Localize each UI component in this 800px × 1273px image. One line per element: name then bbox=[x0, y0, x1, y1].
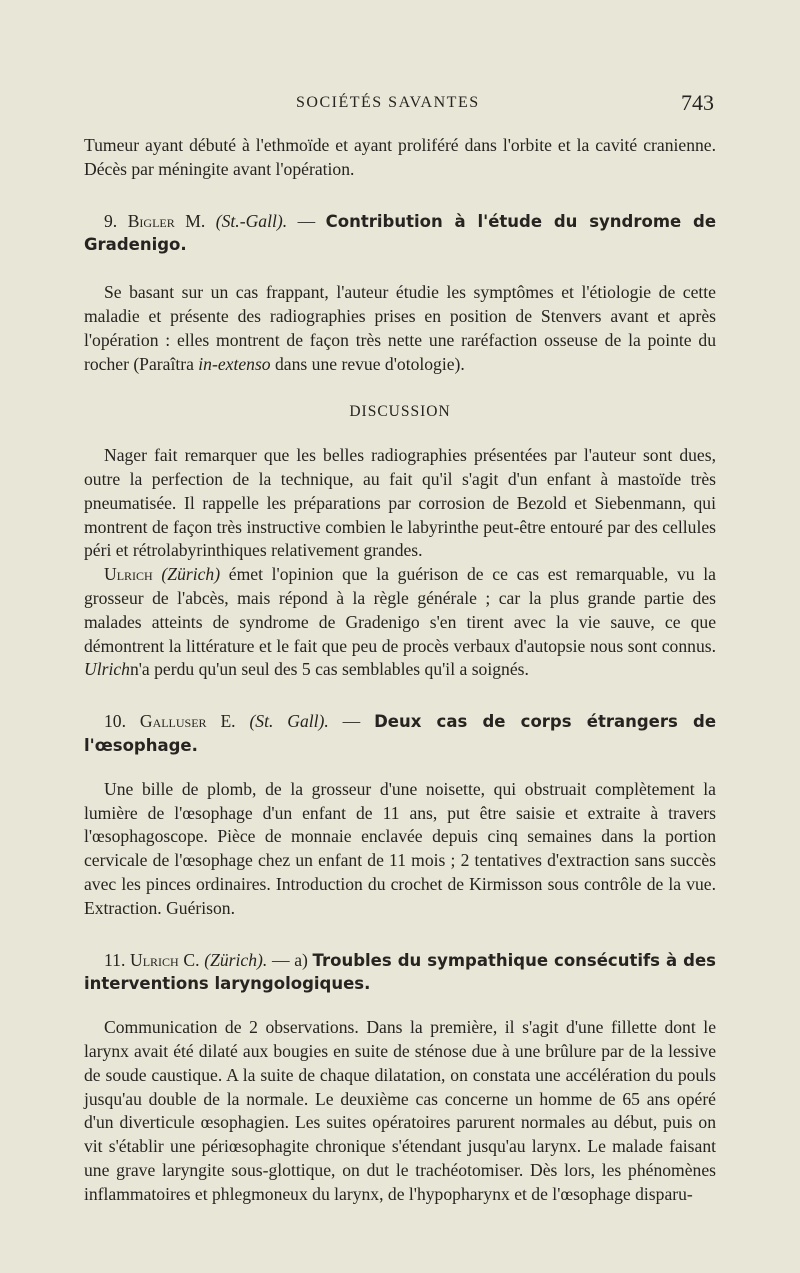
paragraph-ulrich-communication: Communication de 2 observations. Dans la première, il s'agit d'une fillette dont le larynx avait été dilaté aux bougies en suite de sténose due à une brûlure par de la lessive de soude caustique. A la suite de chaque dilatation, on constata une accélération du pouls jusqu'au double de la normale. Le deuxième cas concerne un homme de 65 ans opéré d'un diverticule œsophagien. Les suites opératoires parurent normales au début, puis on vit s'établir une périœsophagite chronique s'étendant jusqu'au larynx. Le malade faisant une grave laryngite sous-glottique, on dut le trachéotomiser. Dès lors, les phénomènes inflammatoires et phlegmoneux du larynx, de l'hypopharynx et de l'œsophage disparu- bbox=[84, 1017, 716, 1204]
page-number: 743 bbox=[681, 90, 714, 115]
entry-number: 11. bbox=[104, 949, 126, 970]
entry-number: 9. bbox=[104, 210, 118, 231]
paragraph-tumeur: Tumeur ayant débuté à l'ethmoïde et ayant proliféré dans l'orbite et la cavité cranienne. Décès par méningite avant l'opération. bbox=[84, 135, 716, 179]
entry-11-heading bbox=[84, 949, 716, 997]
entry-title: Contribution à l'étude du syndrome de Gradenigo. bbox=[84, 211, 717, 255]
author-initial: C. bbox=[183, 949, 200, 970]
running-title: SOCIÉTÉS SAVANTES bbox=[296, 94, 480, 111]
author-place: (St. Gall). bbox=[249, 711, 329, 732]
author-initial: E. bbox=[220, 711, 236, 732]
main-text bbox=[84, 134, 716, 1206]
author-initial: M. bbox=[185, 210, 206, 231]
entry-dash: — bbox=[342, 711, 361, 732]
text-run: Se basant sur un cas frappant, l'auteur étudie les symptômes et l'étiologie de cette maladie et présente des radiographies prises en position de Stenvers avant et après l'opération : elles montrent de façon très nette une raréfaction osseuse de la pointe du rocher (Paraîtra bbox=[84, 282, 716, 374]
paragraph-ulrich bbox=[84, 563, 716, 682]
entry-title: Troubles du sympathique consécutifs à des interventions laryngologiques. bbox=[84, 950, 716, 994]
author-name: Bigler bbox=[127, 210, 175, 231]
page-header bbox=[0, 92, 800, 122]
entry-number: 10. bbox=[104, 711, 126, 732]
text-italic: Ulrich bbox=[84, 659, 130, 680]
section-heading-discussion: DISCUSSION bbox=[349, 403, 451, 421]
text-run: n'a perdu qu'un seul des 5 cas semblables qu'il a soignés. bbox=[129, 659, 529, 680]
entry-9-heading bbox=[84, 210, 716, 258]
entry-label: a) bbox=[294, 949, 308, 970]
author-place: (St.-Gall). bbox=[215, 210, 288, 231]
author-name: Ulrich bbox=[130, 949, 179, 970]
entry-10-heading bbox=[84, 710, 716, 758]
paragraph-nager: Nager fait remarquer que les belles radiographies présentées par l'auteur sont dues, outre la perfection de la technique, au fait qu'il s'agit d'un enfant à mastoïde très pneumatisée. Il rappelle les préparations par corrosion de Bezold et Siebenmann, qui montrent de façon très instructive combien le labyrinthe peut-être entouré par des cellules péri et rétrolabyrinthiques relativement grandes. bbox=[84, 445, 716, 561]
entry-dash: — bbox=[297, 210, 316, 231]
entry-dash: — bbox=[271, 949, 290, 970]
paragraph-bigler bbox=[84, 281, 716, 376]
text-italic: in-extenso bbox=[198, 353, 271, 374]
speaker-name: Ulrich bbox=[104, 564, 153, 585]
entry-title: Deux cas de corps étrangers de l'œsophage. bbox=[84, 712, 717, 755]
text-run: émet l'opinion que la guérison de ce cas est remarquable, vu la grosseur de l'abcès, mais répond à la règle générale ; car la plus grande partie des malades atteints de syndrome de Gradenigo s'en tirent avec la vie sauve, ce que démontrent la littérature et le fait que peu de procès verbaux d'autopsie nous sont connus. bbox=[84, 564, 716, 656]
author-place: (Zürich). bbox=[204, 949, 268, 970]
paragraph-galluser: Une bille de plomb, de la grosseur d'une noisette, qui obstruait complètement la lumière de l'œsophage d'un enfant de 11 ans, put être saisie et extraite à travers l'œsophagoscope. Pièce de monnaie enclavée depuis cinq semaines dans la portion cervicale de l'œsophage chez un enfant de 11 mois ; 2 tentatives d'extraction sans succès avec les pinces ordinaires. Introduction du crochet de Kirmisson sous contrôle de la vue. Extraction. Guérison. bbox=[84, 778, 716, 918]
text-run: dans une revue d'otologie). bbox=[270, 353, 465, 374]
author-name: Galluser bbox=[139, 711, 207, 732]
speaker-place: (Zürich) bbox=[161, 564, 221, 585]
